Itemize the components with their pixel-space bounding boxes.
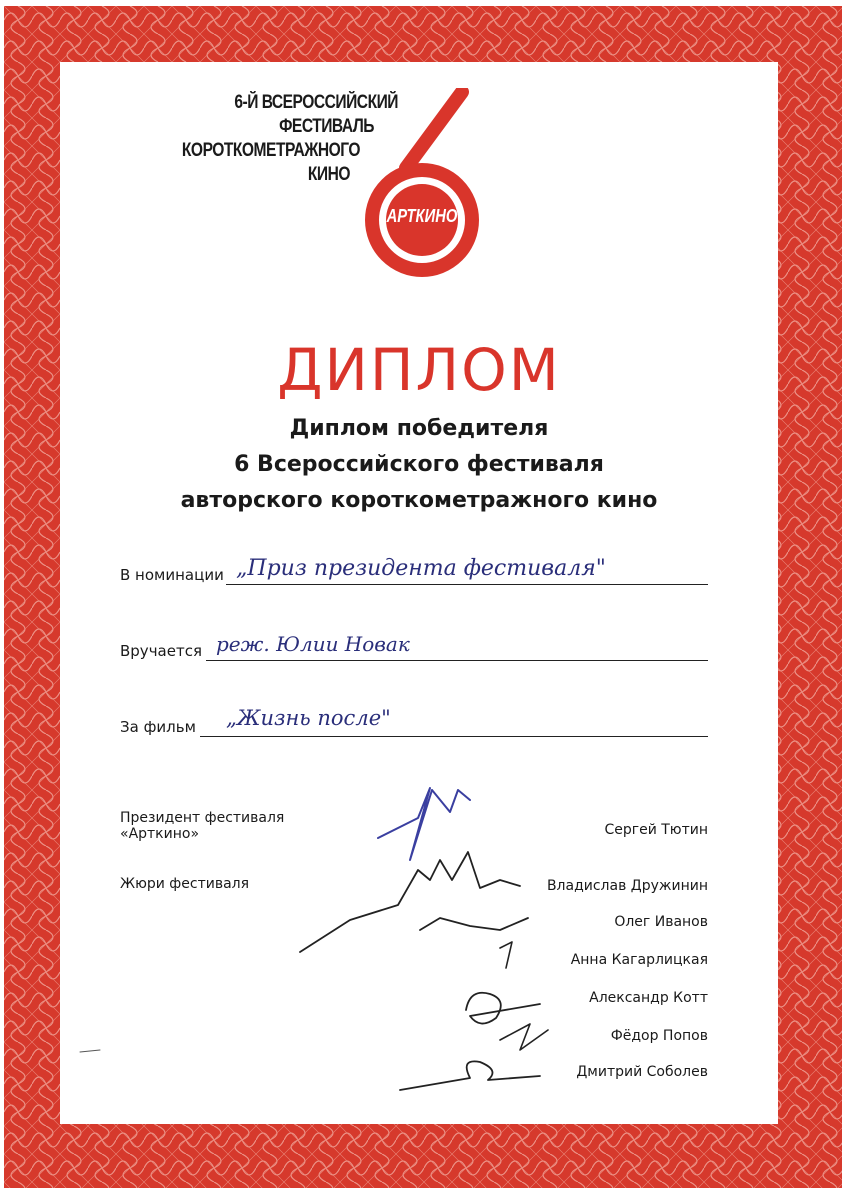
subtitle-line-2: 6 Всероссийского фестиваля	[234, 452, 604, 477]
stray-mark	[80, 1050, 100, 1052]
jury-name-5: Фёдор Попов	[610, 1028, 708, 1044]
nomination-label: В номинации	[120, 566, 224, 584]
president-label-line-2: «Арткино»	[120, 826, 200, 842]
jury-name-2: Олег Иванов	[614, 914, 708, 930]
recipient-handwritten: реж. Юлии Новак	[216, 632, 410, 656]
jury-name-6: Дмитрий Соболев	[576, 1064, 708, 1080]
jury-name-3: Анна Кагарлицкая	[570, 952, 708, 968]
logo-line-3: КОРОТКОМЕТРАЖНОГО	[181, 140, 360, 161]
film-handwritten: „Жизнь после"	[226, 706, 391, 730]
jury-name-1: Владислав Дружинин	[546, 878, 708, 894]
diploma-title: ДИПЛОМ	[277, 336, 561, 404]
film-label: За фильм	[120, 718, 196, 736]
emblem-text: АРТКИНО	[386, 206, 458, 226]
jury-signature-3	[500, 942, 512, 968]
subtitle-line-3: авторского короткометражного кино	[180, 488, 658, 513]
jury-label: Жюри фестиваля	[120, 876, 250, 892]
president-name: Сергей Тютин	[604, 822, 708, 838]
recipient-label: Вручается	[120, 642, 202, 660]
jury-signature-4	[466, 993, 540, 1024]
nomination-handwritten: „Приз президента фестиваля"	[236, 556, 606, 581]
jury-signature-2	[420, 918, 528, 930]
jury-signature-1	[300, 852, 520, 952]
logo-line-4: КИНО	[307, 164, 350, 185]
logo-line-2: ФЕСТИВАЛЬ	[279, 116, 374, 137]
president-signature	[378, 788, 470, 860]
jury-signature-5	[500, 1024, 548, 1050]
president-label-line-1: Президент фестиваля	[120, 810, 285, 826]
jury-signature-6	[400, 1061, 540, 1090]
jury-name-4: Александр Котт	[589, 990, 708, 1006]
subtitle-line-1: Диплом победителя	[289, 416, 549, 441]
logo-line-1: 6-Й ВСЕРОССИЙСКИЙ	[234, 92, 398, 113]
